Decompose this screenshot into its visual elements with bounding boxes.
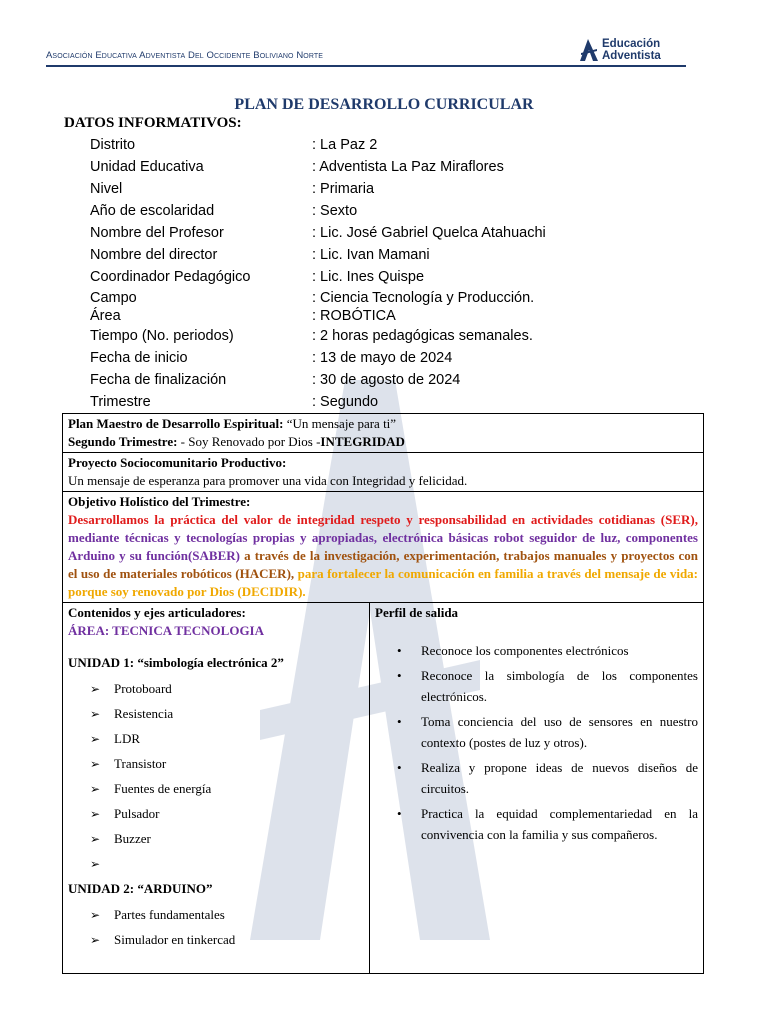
list-item — [90, 730, 364, 755]
info-value: : Lic. Ivan Mamani — [312, 247, 430, 263]
list-item-text: Practica la equidad complementariedad en la convivencia con la familia y sus compañeros. — [421, 806, 698, 842]
info-row — [90, 308, 650, 328]
info-row — [90, 372, 650, 392]
organization-name: Asociación Educativa Adventista Del Occidente Boliviano Norte — [46, 50, 323, 61]
list-item-text: Fuentes de energía — [114, 781, 212, 796]
list-item — [90, 755, 364, 780]
objetivo-text — [68, 511, 698, 601]
dot-bullet-icon: • — [397, 806, 402, 821]
list-item-text: Toma conciencia del uso de sensores en nuestro contexto (postes de luz y otros). — [421, 714, 698, 750]
logo-line1: Educación — [602, 38, 661, 50]
perfil-cell — [370, 603, 704, 974]
info-label: Distrito — [90, 137, 136, 153]
contenidos-perfil-row — [63, 603, 704, 974]
objetivo-ser: Desarrollamos la práctica del valor de integridad respeto y responsabilidad en actividades cotidianas (SER), — [68, 512, 698, 527]
list-item-text: Reconoce la simbología de los componentes electrónicos. — [421, 668, 698, 704]
plan-maestro-cell — [63, 414, 704, 453]
education-logo — [578, 36, 688, 66]
unidad2-list — [90, 906, 364, 956]
list-item-text: Buzzer — [114, 831, 151, 846]
trimestre-value: - Soy Renovado por Dios - — [177, 434, 321, 449]
info-value: : Lic. Ines Quispe — [312, 269, 425, 285]
info-label: Tiempo (No. periodos) — [90, 328, 234, 344]
info-row — [90, 159, 650, 179]
logo-line2: Adventista — [602, 50, 661, 62]
education-logo-icon — [578, 38, 600, 62]
plan-maestro-row — [63, 414, 704, 453]
page-header — [46, 32, 686, 68]
arrow-bullet-icon: ➢ — [90, 857, 101, 871]
objetivo-row — [63, 492, 704, 603]
info-row — [90, 328, 650, 348]
arrow-bullet-icon: ➢ — [90, 832, 101, 846]
proyecto-label: Proyecto Sociocomunitario Productivo: — [68, 455, 287, 470]
info-row — [90, 394, 650, 414]
objetivo-label: Objetivo Holístico del Trimestre: — [68, 494, 251, 509]
arrow-bullet-icon: ➢ — [90, 782, 101, 796]
unidad1-list — [90, 680, 364, 880]
list-item — [393, 665, 698, 707]
curriculum-table — [62, 413, 704, 974]
list-item-text: Pulsador — [114, 806, 160, 821]
perfil-list — [393, 640, 698, 845]
contenidos-header: Contenidos y ejes articuladores: — [68, 605, 246, 620]
info-row — [90, 290, 650, 310]
arrow-bullet-icon: ➢ — [90, 933, 101, 947]
list-item — [393, 803, 698, 845]
dot-bullet-icon: • — [397, 714, 402, 729]
list-item-text: Transistor — [114, 756, 167, 771]
list-item — [90, 931, 364, 956]
trimestre-label: Segundo Trimestre: — [68, 434, 178, 449]
list-item — [90, 805, 364, 830]
info-row — [90, 181, 650, 201]
arrow-bullet-icon: ➢ — [90, 757, 101, 771]
list-item — [90, 705, 364, 730]
info-label: Año de escolaridad — [90, 203, 215, 219]
list-item — [90, 906, 364, 931]
proyecto-row — [63, 453, 704, 492]
list-item — [393, 757, 698, 799]
arrow-bullet-icon: ➢ — [90, 807, 101, 821]
objetivo-cell — [63, 492, 704, 603]
info-label: Unidad Educativa — [90, 159, 204, 175]
info-value: : Lic. José Gabriel Quelca Atahuachi — [312, 225, 546, 241]
info-row — [90, 247, 650, 267]
arrow-bullet-icon: ➢ — [90, 732, 101, 746]
objetivo-hacer: a través de la investigación, experimentación, trabajos manuales y proyectos con el uso de materiales robóticos (HACER), — [68, 548, 699, 581]
plan-maestro-value: “Un mensaje para ti” — [286, 416, 397, 431]
info-value: : Sexto — [312, 203, 358, 219]
arrow-bullet-icon: ➢ — [90, 707, 101, 721]
info-value: : Segundo — [312, 394, 379, 410]
list-item — [393, 711, 698, 753]
page-title: PLAN DE DESARROLLO CURRICULAR — [234, 96, 534, 113]
dot-bullet-icon: • — [397, 643, 402, 658]
list-item-text: LDR — [114, 731, 140, 746]
info-value: : 30 de agosto de 2024 — [312, 372, 461, 388]
dot-bullet-icon: • — [397, 668, 402, 683]
proyecto-value: Un mensaje de esperanza para promover una vida con Integridad y felicidad. — [68, 473, 468, 488]
contenidos-cell — [63, 603, 370, 974]
info-value: : Ciencia Tecnología y Producción. — [312, 290, 535, 306]
unidad1-title: UNIDAD 1: “simbología electrónica 2” — [68, 655, 284, 670]
arrow-bullet-icon: ➢ — [90, 682, 101, 696]
area-label: ÁREA: TECNICA TECNOLOGIA — [68, 623, 265, 638]
info-row — [90, 137, 650, 157]
info-label: Coordinador Pedagógico — [90, 269, 251, 285]
logo-text — [602, 38, 661, 62]
list-item — [90, 855, 364, 880]
info-row — [90, 203, 650, 223]
list-item-text: Reconoce los componentes electrónicos — [421, 643, 629, 658]
info-value: : 13 de mayo de 2024 — [312, 350, 453, 366]
info-row — [90, 225, 650, 245]
list-item-text: Protoboard — [114, 681, 172, 696]
unidad2-title: UNIDAD 2: “ARDUINO” — [68, 881, 213, 896]
info-label: Fecha de inicio — [90, 350, 188, 366]
info-label: Área — [90, 308, 121, 324]
info-label: Nombre del director — [90, 247, 218, 263]
list-item — [90, 830, 364, 855]
info-value: : Primaria — [312, 181, 375, 197]
datos-title: DATOS INFORMATIVOS: — [64, 115, 242, 131]
info-label: Nivel — [90, 181, 123, 197]
info-value: : 2 horas pedagógicas semanales. — [312, 328, 533, 344]
info-label: Trimestre — [90, 394, 151, 410]
objetivo-saber: mediante técnicas y tecnologías propias y apropiadas, electrónica básicas robot seguidor de luz, componentes Arduino y su función(SABER) — [68, 530, 698, 563]
plan-maestro-label: Plan Maestro de Desarrollo Espiritual: — [68, 416, 284, 431]
list-item — [90, 680, 364, 705]
list-item-text: Resistencia — [114, 706, 174, 721]
info-label: Campo — [90, 290, 137, 306]
list-item — [90, 780, 364, 805]
info-label: Fecha de finalización — [90, 372, 227, 388]
info-label: Nombre del Profesor — [90, 225, 224, 241]
list-item-text: Simulador en tinkercad — [114, 932, 236, 947]
arrow-bullet-icon: ➢ — [90, 908, 101, 922]
objetivo-decidir: para fortalecer la comunicación en familia a través del mensaje de vida: porque soy renovado por Dios (DECIDIR). — [68, 566, 699, 599]
list-item-text: Partes fundamentales — [114, 907, 225, 922]
list-item-text: Realiza y propone ideas de nuevos diseños de circuitos. — [421, 760, 698, 796]
trimestre-value-bold: INTEGRIDAD — [320, 434, 405, 449]
dot-bullet-icon: • — [397, 760, 402, 775]
info-value: : Adventista La Paz Miraflores — [312, 159, 504, 175]
info-row — [90, 269, 650, 289]
info-row — [90, 350, 650, 370]
info-value: : ROBÓTICA — [312, 308, 396, 324]
perfil-header: Perfil de salida — [375, 605, 459, 620]
info-value: : La Paz 2 — [312, 137, 378, 153]
list-item — [393, 640, 698, 661]
proyecto-cell — [63, 453, 704, 492]
